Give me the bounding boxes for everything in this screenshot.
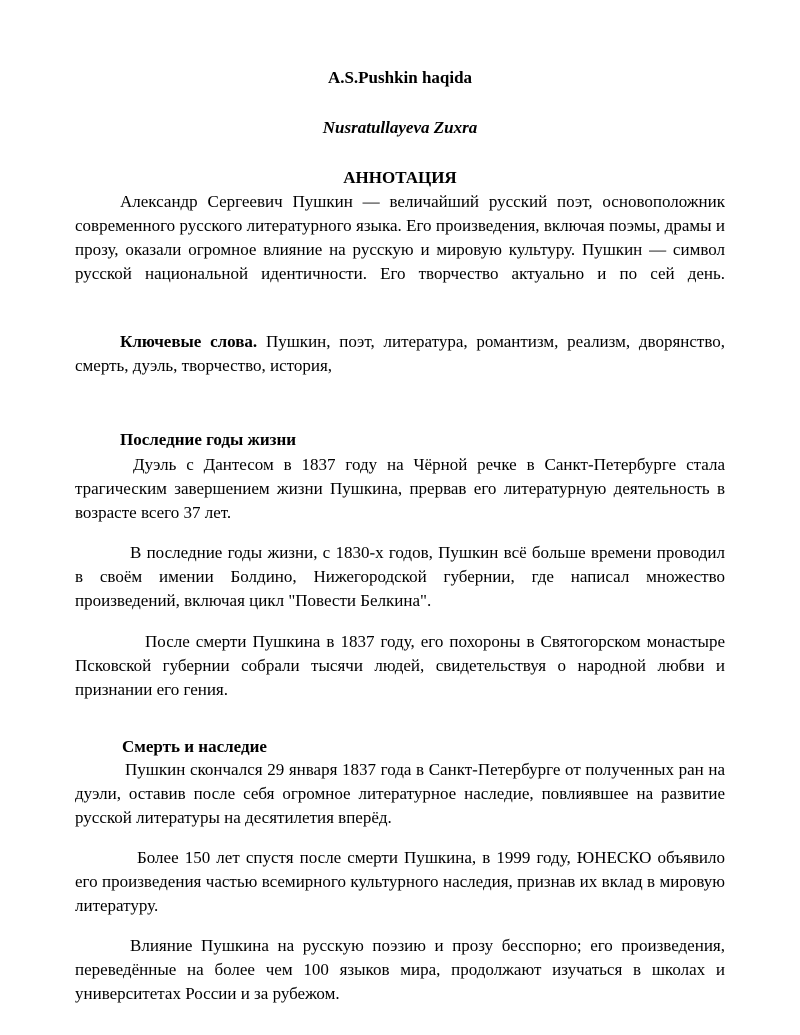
section1-paragraph-3: После смерти Пушкина в 1837 году, его похороны в Святогорском монастыре Псковской губернии собрали тысячи людей, свидетельствуя о народной любви и признании его гения.	[75, 632, 725, 699]
annotation-heading: АННОТАЦИЯ	[343, 168, 457, 187]
section1-paragraph-1: Дуэль с Дантесом в 1837 году на Чёрной речке в Санкт-Петербурге стала трагическим завершением жизни Пушкина, прервав его литературную деятельность в возрасте всего 37 лет.	[75, 455, 725, 522]
section2-paragraph-1: Пушкин скончался 29 января 1837 года в Санкт-Петербурге от полученных ран на дуэли, оставив после себя огромное литературное наследие, повлиявшее на развитие русской литературы на десятилетия вперёд.	[75, 760, 725, 827]
annotation-text: Александр Сергеевич Пушкин — величайший русский поэт, основоположник современного русского литературного языка. Его произведения, включая поэмы, драмы и прозу, оказали огромное влияние на русскую и мировую культуру. Пушкин — символ русской национальной идентичности. Его творчество актуально и по сей день.	[75, 192, 725, 283]
section1-paragraph-2: В последние годы жизни, с 1830-х годов, Пушкин всё больше времени проводил в своём имении Болдино, Нижегородской губернии, где написал множество произведений, включая цикл "Повести Белкина".	[75, 543, 725, 610]
keywords-text: Пушкин, поэт, литература, романтизм, реализм, дворянство, смерть, дуэль, творчество, история,	[75, 332, 725, 375]
section-heading-death-legacy: Смерть и наследие	[122, 737, 267, 756]
section2-paragraph-3: Влияние Пушкина на русскую поэзию и прозу бесспорно; его произведения, переведённые на более чем 100 языков мира, продолжают изучаться в школах и университетах России и за рубежом.	[75, 936, 725, 1003]
section-heading-last-years: Последние годы жизни	[120, 430, 297, 449]
keywords-label: Ключевые слова.	[120, 332, 258, 351]
author-name: Nusratullayeva Zuxra	[322, 118, 478, 137]
keywords-paragraph	[75, 330, 725, 378]
section2-paragraph-2: Более 150 лет спустя после смерти Пушкина, в 1999 году, ЮНЕСКО объявило его произведения частью всемирного культурного наследия, признав их вклад в мировую литературу.	[75, 848, 725, 915]
document-title: A.S.Pushkin haqida	[327, 68, 473, 87]
